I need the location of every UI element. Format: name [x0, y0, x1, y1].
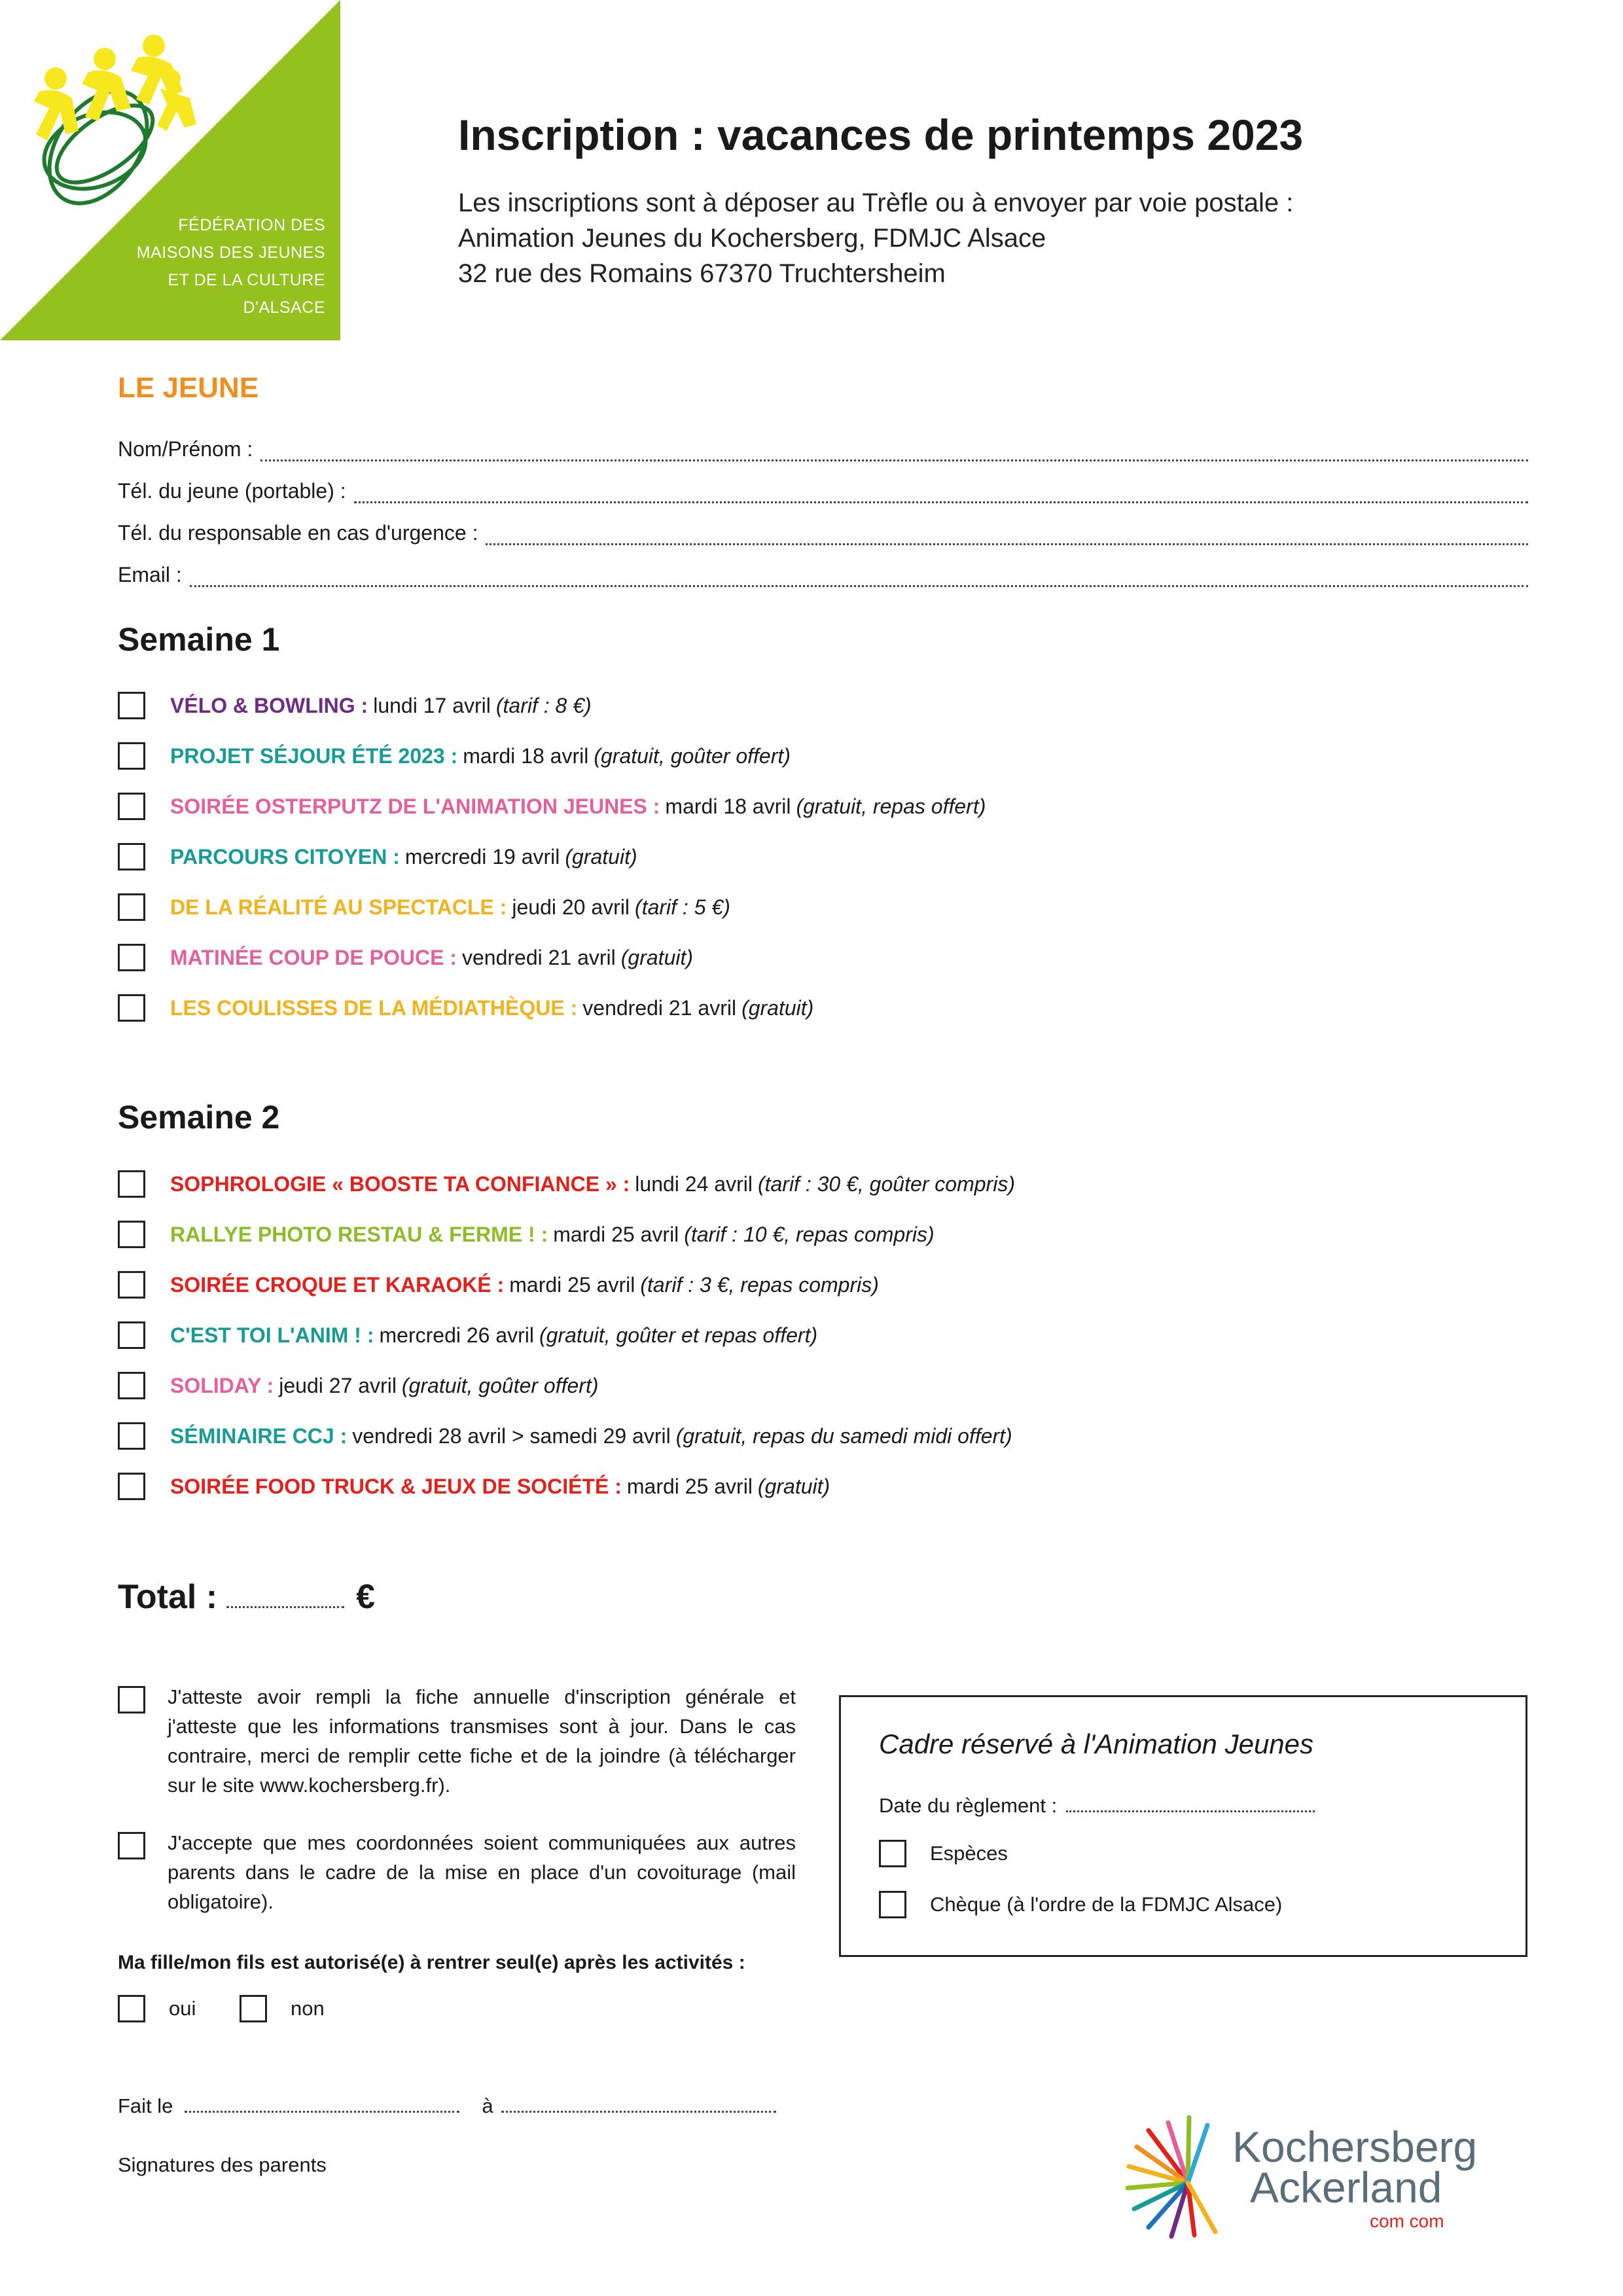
- a-label: à: [482, 2094, 493, 2117]
- activity-date: jeudi 20 avril: [512, 895, 630, 919]
- activity-row[interactable]: [118, 992, 813, 1024]
- activity-name: LES COULISSES DE LA MÉDIATHÈQUE :: [170, 996, 578, 1020]
- youth-phone-field-label: Tél. du jeune (portable) :: [118, 479, 346, 503]
- activity-checkbox[interactable]: [118, 692, 145, 719]
- activity-checkbox[interactable]: [118, 742, 145, 770]
- activity-row[interactable]: [118, 891, 730, 924]
- activity-date: vendredi 21 avril: [461, 945, 616, 969]
- logo-line-1: Kochersberg: [1232, 2123, 1478, 2171]
- activity-row[interactable]: [118, 840, 637, 873]
- federation-line-1: FÉDÉRATION DES: [178, 216, 325, 234]
- activity-row[interactable]: [118, 689, 592, 722]
- signature-place-date: [118, 2094, 776, 2118]
- activity-checkbox[interactable]: [118, 1221, 145, 1248]
- activity-row[interactable]: [118, 1470, 830, 1503]
- activity-price-note: (gratuit): [741, 996, 814, 1020]
- activity-price-note: (tarif : 8 €): [495, 693, 592, 717]
- payment-date-label: Date du règlement :: [879, 1794, 1058, 1817]
- activity-date: mercredi 26 avril: [379, 1323, 535, 1347]
- activity-date: vendredi 21 avril: [582, 996, 737, 1020]
- week-2-title: Semaine 2: [118, 1099, 280, 1136]
- activity-date: jeudi 27 avril: [279, 1373, 397, 1397]
- federation-line-4: D'ALSACE: [243, 298, 325, 317]
- activity-name: SOPHROLOGIE « BOOSTE TA CONFIANCE » :: [170, 1172, 630, 1196]
- reserved-box-title: Cadre réservé à l'Animation Jeunes: [879, 1729, 1314, 1759]
- section-heading-le-jeune: LE JEUNE: [118, 372, 259, 404]
- email-field-line[interactable]: [190, 568, 1528, 587]
- attestation-carpool-checkbox[interactable]: [118, 1832, 145, 1859]
- payment-cheque[interactable]: [879, 1891, 1282, 1918]
- activity-name: SOIRÉE CROQUE ET KARAOKÉ :: [170, 1272, 505, 1297]
- hedgehog-icon: [1128, 2117, 1215, 2236]
- activity-price-note: (tarif : 30 €, goûter compris): [757, 1172, 1015, 1196]
- activity-checkbox[interactable]: [118, 1422, 145, 1450]
- attestation-carpool: [118, 1828, 798, 1916]
- activity-name: VÉLO & BOWLING :: [170, 693, 368, 717]
- logo-line-2: Ackerland: [1250, 2163, 1442, 2212]
- emergency-phone-field-line[interactable]: [486, 526, 1528, 545]
- authorization-question: Ma fille/mon fils est autorisé(e) à rentrer seul(e) après les activités :: [118, 1952, 745, 1973]
- activity-row[interactable]: [118, 941, 693, 974]
- youth-phone-field-line[interactable]: [354, 484, 1528, 503]
- attestation-annual-form: [118, 1682, 798, 1800]
- activity-date: mardi 25 avril: [509, 1272, 635, 1297]
- logo-line-3: com com: [1370, 2211, 1444, 2231]
- authorization-yes-checkbox[interactable]: [118, 1995, 145, 2022]
- activity-price-note: (gratuit, goûter offert): [594, 744, 791, 768]
- activity-row[interactable]: [118, 1420, 1012, 1452]
- federation-line-2: MAISONS DES JEUNES: [136, 243, 325, 262]
- intro-line-1: Les inscriptions sont à déposer au Trèfle ou à envoyer par voie postale :: [458, 188, 1294, 217]
- activity-name: DE LA RÉALITÉ AU SPECTACLE :: [170, 895, 507, 919]
- attestation-annual-form-text: J'atteste avoir rempli la fiche annuelle d'inscription générale et j'atteste que les informations transmises sont à jour. Dans le cas contraire, merci de remplir cette fiche et de la joindre (à télécharger sur le site www.kochersberg.fr).: [168, 1685, 796, 1797]
- activity-checkbox[interactable]: [118, 1170, 145, 1198]
- activity-row[interactable]: [118, 790, 986, 823]
- activity-date: mardi 18 avril: [463, 744, 589, 768]
- signatures-label: Signatures des parents: [118, 2153, 327, 2176]
- payment-cash-label: Espèces: [930, 1842, 1008, 1865]
- activity-name: SOLIDAY :: [170, 1373, 274, 1397]
- activity-name: PARCOURS CITOYEN :: [170, 844, 400, 869]
- total-currency: €: [356, 1578, 376, 1616]
- total-field[interactable]: [118, 1577, 375, 1617]
- week-1-title: Semaine 1: [118, 621, 280, 658]
- payment-date-field: [879, 1794, 1315, 1818]
- activity-price-note: (gratuit): [757, 1474, 830, 1498]
- total-label: Total :: [118, 1578, 218, 1616]
- activity-checkbox[interactable]: [118, 1473, 145, 1500]
- activity-name: SOIRÉE OSTERPUTZ DE L'ANIMATION JEUNES :: [170, 794, 660, 818]
- activity-row[interactable]: [118, 1268, 879, 1301]
- total-amount-line[interactable]: [226, 1600, 344, 1608]
- activity-name: MATINÉE COUP DE POUCE :: [170, 945, 457, 969]
- activity-price-note: (gratuit, goûter et repas offert): [539, 1323, 818, 1347]
- activity-name: PROJET SÉJOUR ÉTÉ 2023 :: [170, 744, 458, 768]
- email-field-label: Email :: [118, 563, 182, 586]
- name-field-label: Nom/Prénom :: [118, 437, 253, 461]
- activity-price-note: (tarif : 3 €, repas compris): [640, 1272, 879, 1297]
- activity-checkbox[interactable]: [118, 893, 145, 921]
- activity-price-note: (gratuit): [565, 844, 637, 869]
- activity-date: lundi 24 avril: [635, 1172, 753, 1196]
- authorization-yes[interactable]: [118, 1995, 196, 2022]
- payment-cash-checkbox[interactable]: [879, 1840, 906, 1867]
- activity-row[interactable]: [118, 1369, 599, 1402]
- emergency-phone-field[interactable]: [118, 519, 1528, 545]
- email-field[interactable]: [118, 561, 1528, 587]
- activity-price-note: (tarif : 5 €): [635, 895, 730, 919]
- activity-checkbox[interactable]: [118, 1372, 145, 1399]
- activity-checkbox[interactable]: [118, 944, 145, 971]
- kochersberg-ackerland-logo: [1122, 2111, 1489, 2242]
- activity-price-note: (gratuit): [620, 945, 694, 969]
- activity-name: SOIRÉE FOOD TRUCK & JEUX DE SOCIÉTÉ :: [170, 1474, 622, 1498]
- authorization-yes-label: oui: [169, 1997, 196, 2020]
- place-line[interactable]: [501, 2104, 776, 2113]
- activity-date: mardi 25 avril: [553, 1222, 679, 1246]
- intro-line-3: 32 rue des Romains 67370 Truchtersheim: [458, 259, 946, 288]
- activity-checkbox[interactable]: [118, 793, 145, 820]
- activity-checkbox[interactable]: [118, 1271, 145, 1299]
- fait-le-date-line[interactable]: [185, 2104, 459, 2113]
- activity-price-note: (gratuit, goûter offert): [401, 1373, 599, 1397]
- reserved-box: [839, 1695, 1527, 1957]
- emergency-phone-field-label: Tél. du responsable en cas d'urgence :: [118, 521, 478, 545]
- payment-date-line[interactable]: [1066, 1804, 1315, 1812]
- activity-date: lundi 17 avril: [373, 693, 491, 717]
- activity-row[interactable]: [118, 1319, 817, 1352]
- activity-price-note: (gratuit, repas offert): [796, 794, 986, 818]
- activity-price-note: (tarif : 10 €, repas compris): [684, 1222, 935, 1246]
- attestation-annual-form-checkbox[interactable]: [118, 1686, 145, 1713]
- fait-le-label: Fait le: [118, 2094, 173, 2117]
- payment-cheque-checkbox[interactable]: [879, 1891, 906, 1918]
- name-field-line[interactable]: [260, 442, 1528, 461]
- activity-date: vendredi 28 avril > samedi 29 avril: [352, 1424, 671, 1448]
- name-field[interactable]: [118, 435, 1528, 461]
- activity-checkbox[interactable]: [118, 843, 145, 870]
- activity-price-note: (gratuit, repas du samedi midi offert): [675, 1424, 1012, 1448]
- federation-name: [0, 216, 325, 327]
- intro-line-2: Animation Jeunes du Kochersberg, FDMJC Alsace: [458, 224, 1046, 253]
- activity-row[interactable]: [118, 1168, 1015, 1200]
- activity-name: SÉMINAIRE CCJ :: [170, 1424, 348, 1448]
- page-title: Inscription : vacances de printemps 2023: [458, 111, 1304, 159]
- activity-row[interactable]: [118, 1218, 935, 1251]
- activity-row[interactable]: [118, 740, 791, 772]
- attestation-carpool-text: J'accepte que mes coordonnées soient communiquées aux autres parents dans le cadre de la mise en place d'un covoiturage (mail obligatoire).: [168, 1831, 796, 1913]
- authorization-no-label: non: [291, 1997, 325, 2020]
- youth-phone-field[interactable]: [118, 477, 1528, 503]
- authorization-no[interactable]: [240, 1995, 325, 2022]
- activity-date: mardi 18 avril: [665, 794, 791, 818]
- activity-date: mardi 25 avril: [626, 1474, 753, 1498]
- activity-checkbox[interactable]: [118, 994, 145, 1022]
- activity-name: C'EST TOI L'ANIM ! :: [170, 1323, 374, 1347]
- authorization-no-checkbox[interactable]: [240, 1995, 267, 2022]
- activity-name: RALLYE PHOTO RESTAU & FERME ! :: [170, 1222, 548, 1246]
- payment-cash[interactable]: [879, 1840, 1008, 1867]
- activity-checkbox[interactable]: [118, 1321, 145, 1349]
- activity-date: mercredi 19 avril: [404, 844, 560, 869]
- payment-cheque-label: Chèque (à l'ordre de la FDMJC Alsace): [930, 1893, 1283, 1916]
- federation-line-3: ET DE LA CULTURE: [168, 271, 325, 289]
